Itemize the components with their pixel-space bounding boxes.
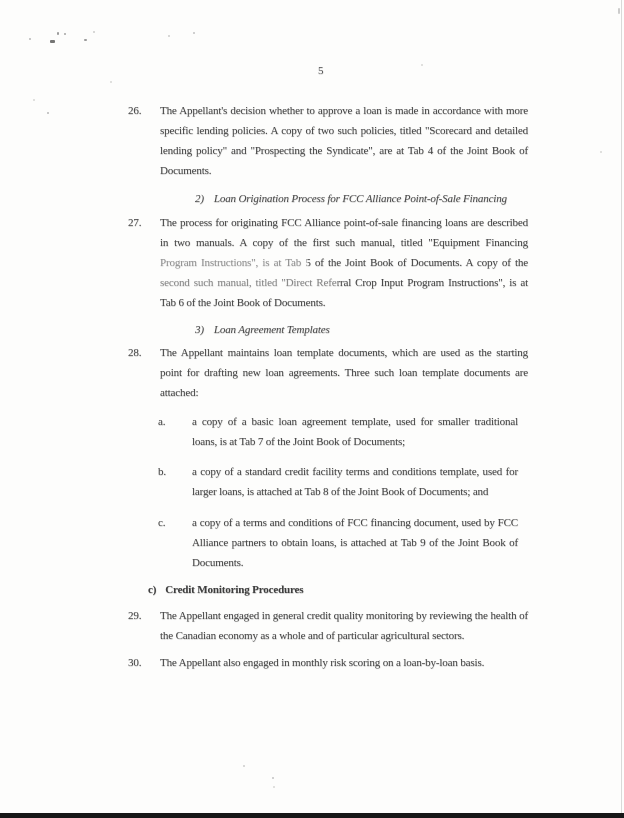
paragraph-text: The Appellant engaged in general credit quality monitoring by reviewing the health of the Canadian economy as a whole and of particular agricultural sectors. bbox=[160, 610, 528, 642]
paragraph-text: The Appellant also engaged in monthly risk scoring on a loan-by-loan basis. bbox=[160, 657, 485, 669]
scan-speck bbox=[618, 8, 620, 14]
scan-speck bbox=[110, 81, 112, 83]
scan-speck bbox=[600, 151, 602, 153]
paragraph-27 bbox=[128, 213, 528, 313]
scan-speck bbox=[243, 765, 245, 767]
scan-speck bbox=[273, 786, 275, 788]
heading-text: Loan Origination Process for FCC Alliance Point-of-Sale Financing bbox=[213, 193, 507, 205]
paragraph-29 bbox=[128, 606, 528, 646]
scan-speck bbox=[50, 40, 55, 43]
paragraph-number: 29. bbox=[128, 610, 142, 622]
scan-artifact-right-edge bbox=[621, 0, 622, 818]
scan-speck bbox=[421, 64, 423, 66]
heading-loan-agreement-templates bbox=[195, 320, 330, 340]
page-number: 5 bbox=[318, 65, 324, 77]
paragraph-28 bbox=[128, 343, 528, 403]
scan-speck bbox=[193, 32, 195, 34]
paragraph-text: The Appellant maintains loan template documents, which are used as the starting point for drafting new loan agreements. Three such loan template documents are attached: bbox=[160, 347, 528, 399]
heading-text: Credit Monitoring Procedures bbox=[165, 584, 304, 596]
heading-number: 2) bbox=[195, 193, 204, 205]
paragraph-26 bbox=[128, 101, 528, 181]
paragraph-number: 28. bbox=[128, 347, 142, 359]
paragraph-30 bbox=[128, 653, 528, 673]
list-item-c bbox=[158, 513, 518, 573]
list-item-letter: a. bbox=[158, 416, 166, 428]
list-item-b bbox=[158, 462, 518, 502]
list-item-a bbox=[158, 412, 518, 452]
scan-speck bbox=[57, 32, 59, 35]
scan-speck bbox=[93, 31, 95, 33]
scan-speck bbox=[64, 33, 66, 35]
heading-number: c) bbox=[148, 584, 157, 596]
paragraph-text: The process for originating FCC Alliance point-of-sale financing loans are described in two manuals. A copy of the first such manual, titled "Equipment Financing Program Instructions", is at Tab 5 of the Joint Book of Documents. A copy of the second such manual, titled "Direct Referral Crop Input Program Instructions", is at Tab 6 of the Joint Book of Documents. bbox=[160, 217, 528, 309]
scan-speck bbox=[29, 38, 31, 40]
scan-speck bbox=[84, 39, 87, 41]
heading-number: 3) bbox=[195, 324, 204, 336]
heading-credit-monitoring bbox=[148, 580, 303, 600]
scan-speck bbox=[33, 99, 35, 101]
scan-speck bbox=[47, 112, 49, 114]
scan-artifact-bottom-bar bbox=[0, 813, 624, 818]
scan-speck bbox=[168, 35, 170, 37]
heading-text: Loan Agreement Templates bbox=[213, 324, 330, 336]
paragraph-number: 26. bbox=[128, 105, 142, 117]
list-item-text: a copy of a basic loan agreement template, used for smaller traditional loans, is at Tab 7 of the Joint Book of Documents; bbox=[192, 416, 518, 448]
paragraph-number: 27. bbox=[128, 217, 142, 229]
list-item-text: a copy of a terms and conditions of FCC financing document, used by FCC Alliance partners to obtain loans, is attached at Tab 9 of the Joint Book of Documents. bbox=[192, 517, 518, 569]
heading-loan-origination bbox=[195, 189, 507, 209]
list-item-text: a copy of a standard credit facility terms and conditions template, used for larger loans, is attached at Tab 8 of the Joint Book of Documents; and bbox=[192, 466, 518, 498]
paragraph-text: The Appellant's decision whether to approve a loan is made in accordance with more specific lending policies. A copy of two such policies, titled "Scorecard and detailed lending policy" and "Prospecting the Syndicate", are at Tab 4 of the Joint Book of Documents. bbox=[160, 105, 528, 177]
scan-speck bbox=[272, 777, 274, 779]
paragraph-number: 30. bbox=[128, 657, 142, 669]
list-item-letter: b. bbox=[158, 466, 166, 478]
list-item-letter: c. bbox=[158, 517, 166, 529]
